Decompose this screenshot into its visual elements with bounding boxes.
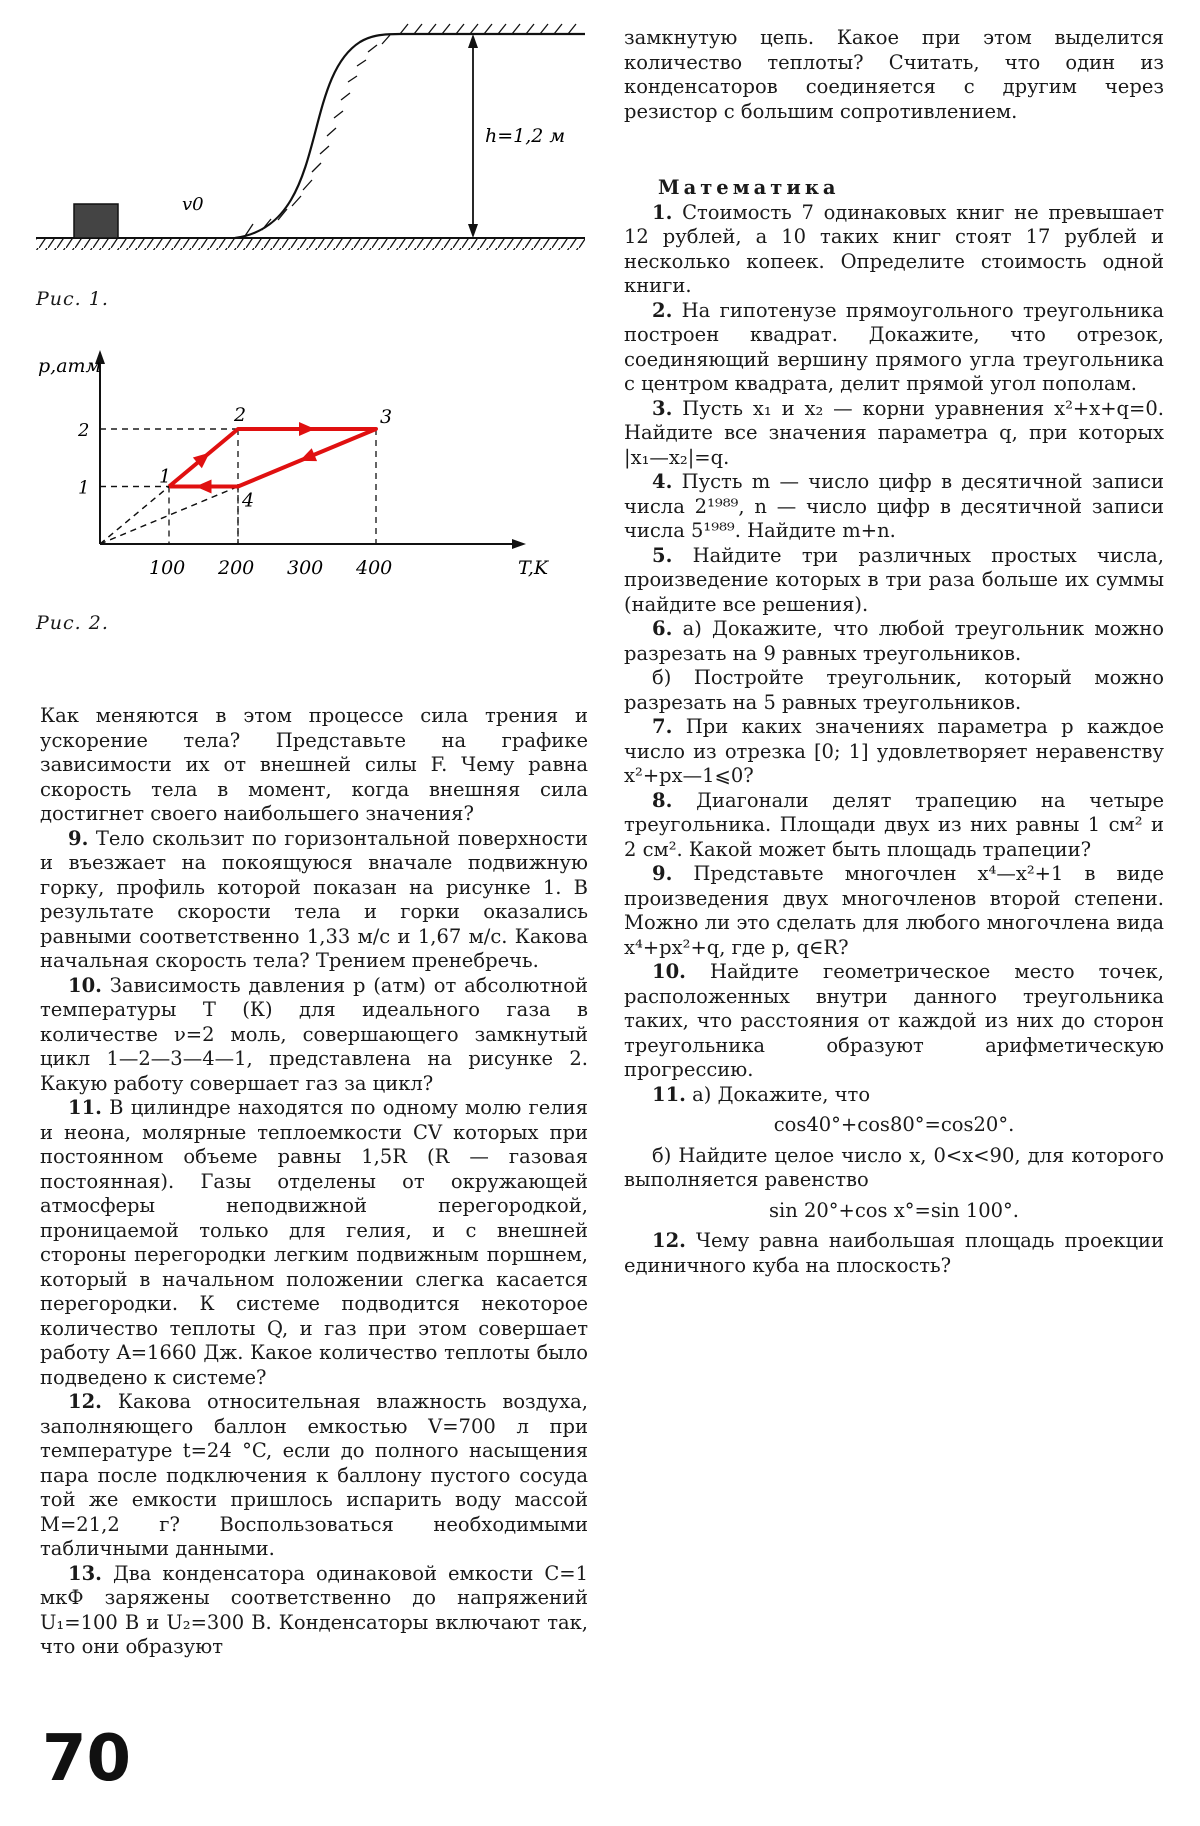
ground-hatch xyxy=(36,239,585,250)
math-problem-3 xyxy=(624,397,1164,471)
math-problem-11a xyxy=(624,1083,1164,1108)
math-10-text: Найдите геометрическое место точек, расположенных внутри данного треугольника таких, что расстояния от каждой из них до сторон треугольника образуют арифметическую прогрессию. xyxy=(624,960,1164,1081)
x-tick-label: 400 xyxy=(356,557,393,579)
height-label: h=1,2 м xyxy=(485,125,566,147)
y-tick-label: 2 xyxy=(78,420,90,441)
math-problem-7 xyxy=(624,715,1164,789)
math-11-number: 11. xyxy=(652,1082,686,1106)
left-column xyxy=(40,704,588,1660)
problem-12-text: Какова относительная влажность воздуха, заполняющего баллон емкостью V=700 л при температуре t=24 °C, если до полного насыщения пара после подключения к баллону пустого сосуда той же емкости пришлось испарить воду массой M=21,2 г? Воспользоваться необходимыми табличными данными. xyxy=(40,1390,588,1560)
math-4-text: Пусть m — число цифр в десятичной записи числа 2¹⁹⁸⁹, n — число цифр в десятичной записи числа 5¹⁹⁸⁹. Найдите m+n. xyxy=(624,470,1164,542)
figure-1 xyxy=(30,20,590,250)
math-heading: Математика xyxy=(658,176,840,199)
math-3-number: 3. xyxy=(652,396,673,420)
math-1-text: Стоимость 7 одинаковых книг не превышает 12 рублей, а 10 таких книг стоят 17 рублей и несколько копеек. Определите стоимость одной книги. xyxy=(624,200,1165,297)
problem-13-continuation: замкнутую цепь. Какое при этом выделится количество теплоты? Считать, что один из конденсаторов соединяется с другим через резистор с большим сопротивлением. xyxy=(624,26,1164,123)
math-7-number: 7. xyxy=(652,715,673,738)
height-arrow-top xyxy=(468,34,478,48)
figure-2-chart xyxy=(30,348,590,588)
point-label-4: 4 xyxy=(242,489,255,512)
math-6a-text: а) Докажите, что любой треугольник можно разрезать на 9 равных треугольников. xyxy=(624,617,1164,665)
figure-2-caption: Рис. 2. xyxy=(36,612,109,634)
math-9-number: 9. xyxy=(652,862,673,885)
problem-13-text: Два конденсатора одинаковой емкости C=1 мкФ заряжены соответственно до напряжений U₁=100 В и U₂=300 В. Конденсаторы включают так, что они образуют xyxy=(40,1561,589,1658)
v0-label: v0 xyxy=(182,194,204,215)
math-11a-formula: cos40°+cos80°=cos20°. xyxy=(773,1113,1015,1136)
math-8-number: 8. xyxy=(652,788,673,812)
point-label-1: 1 xyxy=(159,465,172,488)
math-5-text: Найдите три различных простых числа, произведение которых в три раза больше их суммы (найдите все решения). xyxy=(624,543,1164,616)
problem-11-number: 11. xyxy=(68,1096,102,1119)
math-11a-text: а) Докажите, что xyxy=(692,1082,871,1106)
math-2-text: На гипотенузе прямоугольного треугольника построен квадрат. Докажите, что отрезок, соединяющий вершину прямого угла треугольника с центром квадрата, делит прямой угол пополам. xyxy=(624,298,1164,395)
math-3-text: Пусть x₁ и x₂ — корни уравнения x²+x+q=0. Найдите все значения параметра q, при которых |x₁—x₂|=q. xyxy=(624,396,1164,469)
height-arrow-bottom xyxy=(468,224,478,238)
cycle-direction-arrow xyxy=(299,422,315,436)
math-9-text: Представьте многочлен x⁴—x²+1 в виде произведения двух многочленов второй степени. Можно ли это сделать для любого многочлена вида x⁴+px²+q, где p, q∈R? xyxy=(624,862,1164,959)
math-problem-11b: б) Найдите целое число x, 0<x<90, для которого выполняется равенство xyxy=(624,1143,1164,1191)
math-problem-12 xyxy=(624,1229,1164,1278)
problem-8-continuation: Как меняются в этом процессе сила трения и ускорение тела? Представьте на графике зависимости их от внешней силы F. Чему равна скорость тела в момент, когда внешняя сила достигнет своего наибольшего значения? xyxy=(40,704,588,825)
problem-10-text: Зависимость давления p (атм) от абсолютной температуры T (К) для идеального газа в количестве ν=2 моль, совершающего замкнутый цикл 1—2—3—4—1, представлена на рисунке 2. Какую работу совершает газ за цикл? xyxy=(40,973,589,1095)
math-problem-6a xyxy=(624,617,1164,666)
problem-13 xyxy=(40,1562,588,1660)
math-12-text: Чему равна наибольшая площадь проекции единичного куба на плоскость? xyxy=(624,1229,1164,1277)
point-label-3: 3 xyxy=(380,406,393,428)
page-number: 70 xyxy=(42,1722,132,1796)
x-tick-label: 300 xyxy=(287,557,324,579)
problem-12-number: 12. xyxy=(68,1390,102,1413)
math-problem-1 xyxy=(624,201,1164,299)
math-7-text: При каких значениях параметра p каждое число из отрезка [0; 1] удовлетворяет неравенству x²+px—1⩽0? xyxy=(624,715,1164,787)
math-problem-4 xyxy=(624,470,1164,544)
x-axis-label: T,K xyxy=(518,557,549,579)
math-problem-10 xyxy=(624,960,1164,1083)
problem-9-number: 9. xyxy=(68,826,89,850)
figure-1-caption: Рис. 1. xyxy=(36,288,109,310)
problem-9-text: Тело скользит по горизонтальной поверхности и въезжает на покоящуюся вначале подвижную горку, профиль которой показан на рисунке 1. В результате скорости тела и горки оказались равными соответственно 1,33 м/с и 1,67 м/с. Какова начальная скорость тела? Трением пренебречь. xyxy=(40,826,588,972)
problem-9 xyxy=(40,827,588,974)
problem-11 xyxy=(40,1096,588,1390)
math-1-number: 1. xyxy=(652,200,673,224)
math-problem-9 xyxy=(624,862,1164,960)
problem-11-text: В цилиндре находятся по одному молю гелия и неона, молярные теплоемкости CV которых при постоянном объеме равны 1,5R (R — газовая постоянная). Газы отделены от окружающей атмосферы неподвижной перегородкой, проницаемой только для гелия, и с внешней стороны перегородки легким подвижным поршнем, который в начальном положении слегка касается перегородки. К системе подводится некоторое количество теплоты Q, и газ при этом совершает работу A=1660 Дж. Какое количество теплоты было подведено к системе? xyxy=(40,1096,588,1389)
math-12-number: 12. xyxy=(652,1229,686,1252)
math-4-number: 4. xyxy=(652,470,673,493)
x-tick-label: 100 xyxy=(149,557,186,579)
math-5-number: 5. xyxy=(652,543,673,567)
x-tick-label: 200 xyxy=(218,557,255,579)
math-problem-8 xyxy=(624,789,1164,863)
math-problem-6b: б) Постройте треугольник, который можно разрезать на 5 равных треугольников. xyxy=(624,666,1164,714)
math-10-number: 10. xyxy=(652,960,686,983)
math-problem-2 xyxy=(624,299,1164,397)
problem-12 xyxy=(40,1390,588,1562)
problem-10 xyxy=(40,974,588,1097)
math-11b-formula: sin 20°+cos x°=sin 100°. xyxy=(768,1198,1020,1222)
point-label-2: 2 xyxy=(234,404,247,426)
right-column xyxy=(624,26,1164,1278)
x-axis-arrow xyxy=(512,539,526,549)
math-8-text: Диагонали делят трапецию на четыре треугольника. Площади двух из них равны 1 см² и 2 см². Какой может быть площадь трапеции? xyxy=(624,788,1165,861)
sliding-block xyxy=(74,204,118,238)
y-axis-label: p,атм xyxy=(38,355,102,377)
math-2-number: 2. xyxy=(652,298,673,322)
y-tick-label: 1 xyxy=(78,477,90,499)
problem-13-number: 13. xyxy=(68,1561,102,1585)
cycle-direction-arrow xyxy=(196,480,212,494)
math-6-number: 6. xyxy=(652,617,673,640)
math-problem-5 xyxy=(624,544,1164,618)
problem-10-number: 10. xyxy=(68,973,102,997)
